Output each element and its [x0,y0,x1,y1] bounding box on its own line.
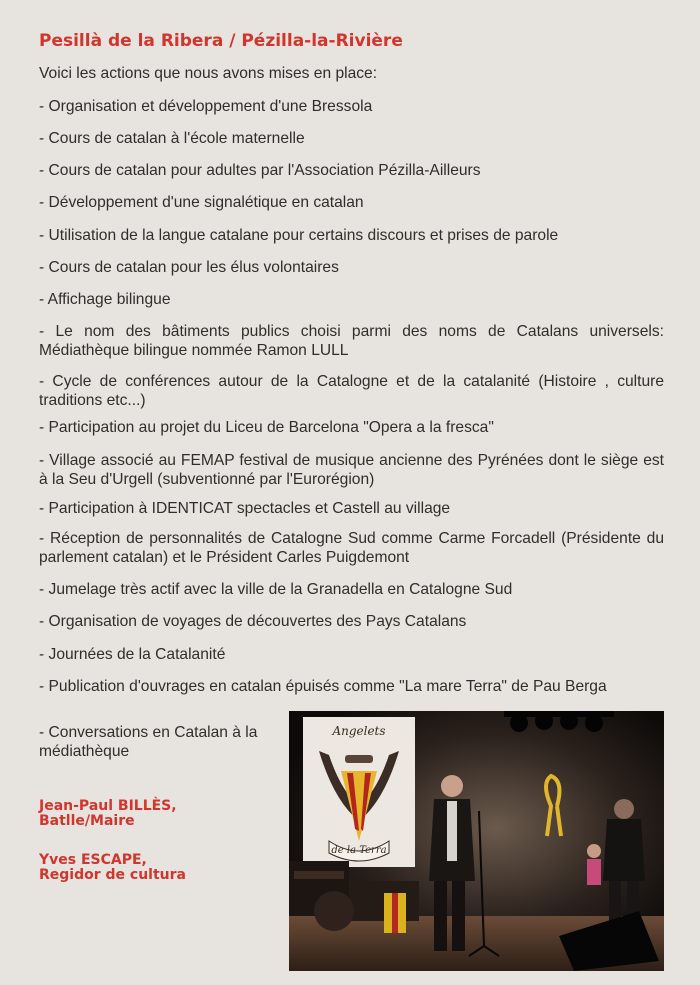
page-title: Pesillà de la Ribera / Pézilla-la-Rivière [39,31,403,51]
list-item: - Affichage bilingue [39,291,171,308]
list-item: - Organisation et développement d'une Bressola [39,98,373,115]
banner-bottom-text: de la Terra [331,845,387,856]
signature-role: Batlle/Maire [39,813,135,829]
list-item: - Jumelage très actif avec la ville de la Granadella en Catalogne Sud [39,581,513,598]
list-item: - Participation au projet du Liceu de Barcelona "Opera a la fresca" [39,419,494,436]
signature-name: Yves ESCAPE, [39,852,147,868]
stage-photo [289,711,664,971]
list-item: - Conversations en Catalan à la médiathèque [39,724,258,760]
signature-role: Regidor de cultura [39,867,186,883]
stage-scene [289,711,664,971]
list-item: - Organisation de voyages de découvertes des Pays Catalans [39,613,467,630]
list-item: - Réception de personnalités de Catalogne Sud comme Carme Forcadell (Présidente du parlement catalan) et le Président Carles Puigdemont [39,530,664,566]
list-item: - Village associé au FEMAP festival de musique ancienne des Pyrénées dont le siège est à la Seu d'Urgell (subventionné par l'Eurorégion) [39,452,664,488]
list-item: - Journées de la Catalanité [39,646,226,663]
list-item: - Le nom des bâtiments publics choisi parmi des noms de Catalans universels: Médiathèque bilingue nommée Ramon LULL [39,323,664,359]
intro-text: Voici les actions que nous avons mises en place: [39,65,378,82]
list-item: - Participation à IDENTICAT spectacles et Castell au village [39,500,451,517]
list-item: - Utilisation de la langue catalane pour certains discours et prises de parole [39,227,559,244]
list-item: - Cycle de conférences autour de la Catalogne et de la catalanité (Histoire , culture traditions etc...) [39,373,664,409]
banner-top-text: Angelets [332,724,386,738]
list-item: - Cours de catalan pour les élus volontaires [39,259,339,276]
list-item: - Cours de catalan à l'école maternelle [39,130,305,147]
signature-name: Jean-Paul BILLÈS, [39,798,177,814]
list-item: - Publication d'ouvrages en catalan épuisés comme "La mare Terra" de Pau Berga [39,678,607,695]
list-item: - Développement d'une signalétique en catalan [39,194,364,211]
list-item: - Cours de catalan pour adultes par l'Association Pézilla-Ailleurs [39,162,481,179]
banner-logo [303,717,415,867]
